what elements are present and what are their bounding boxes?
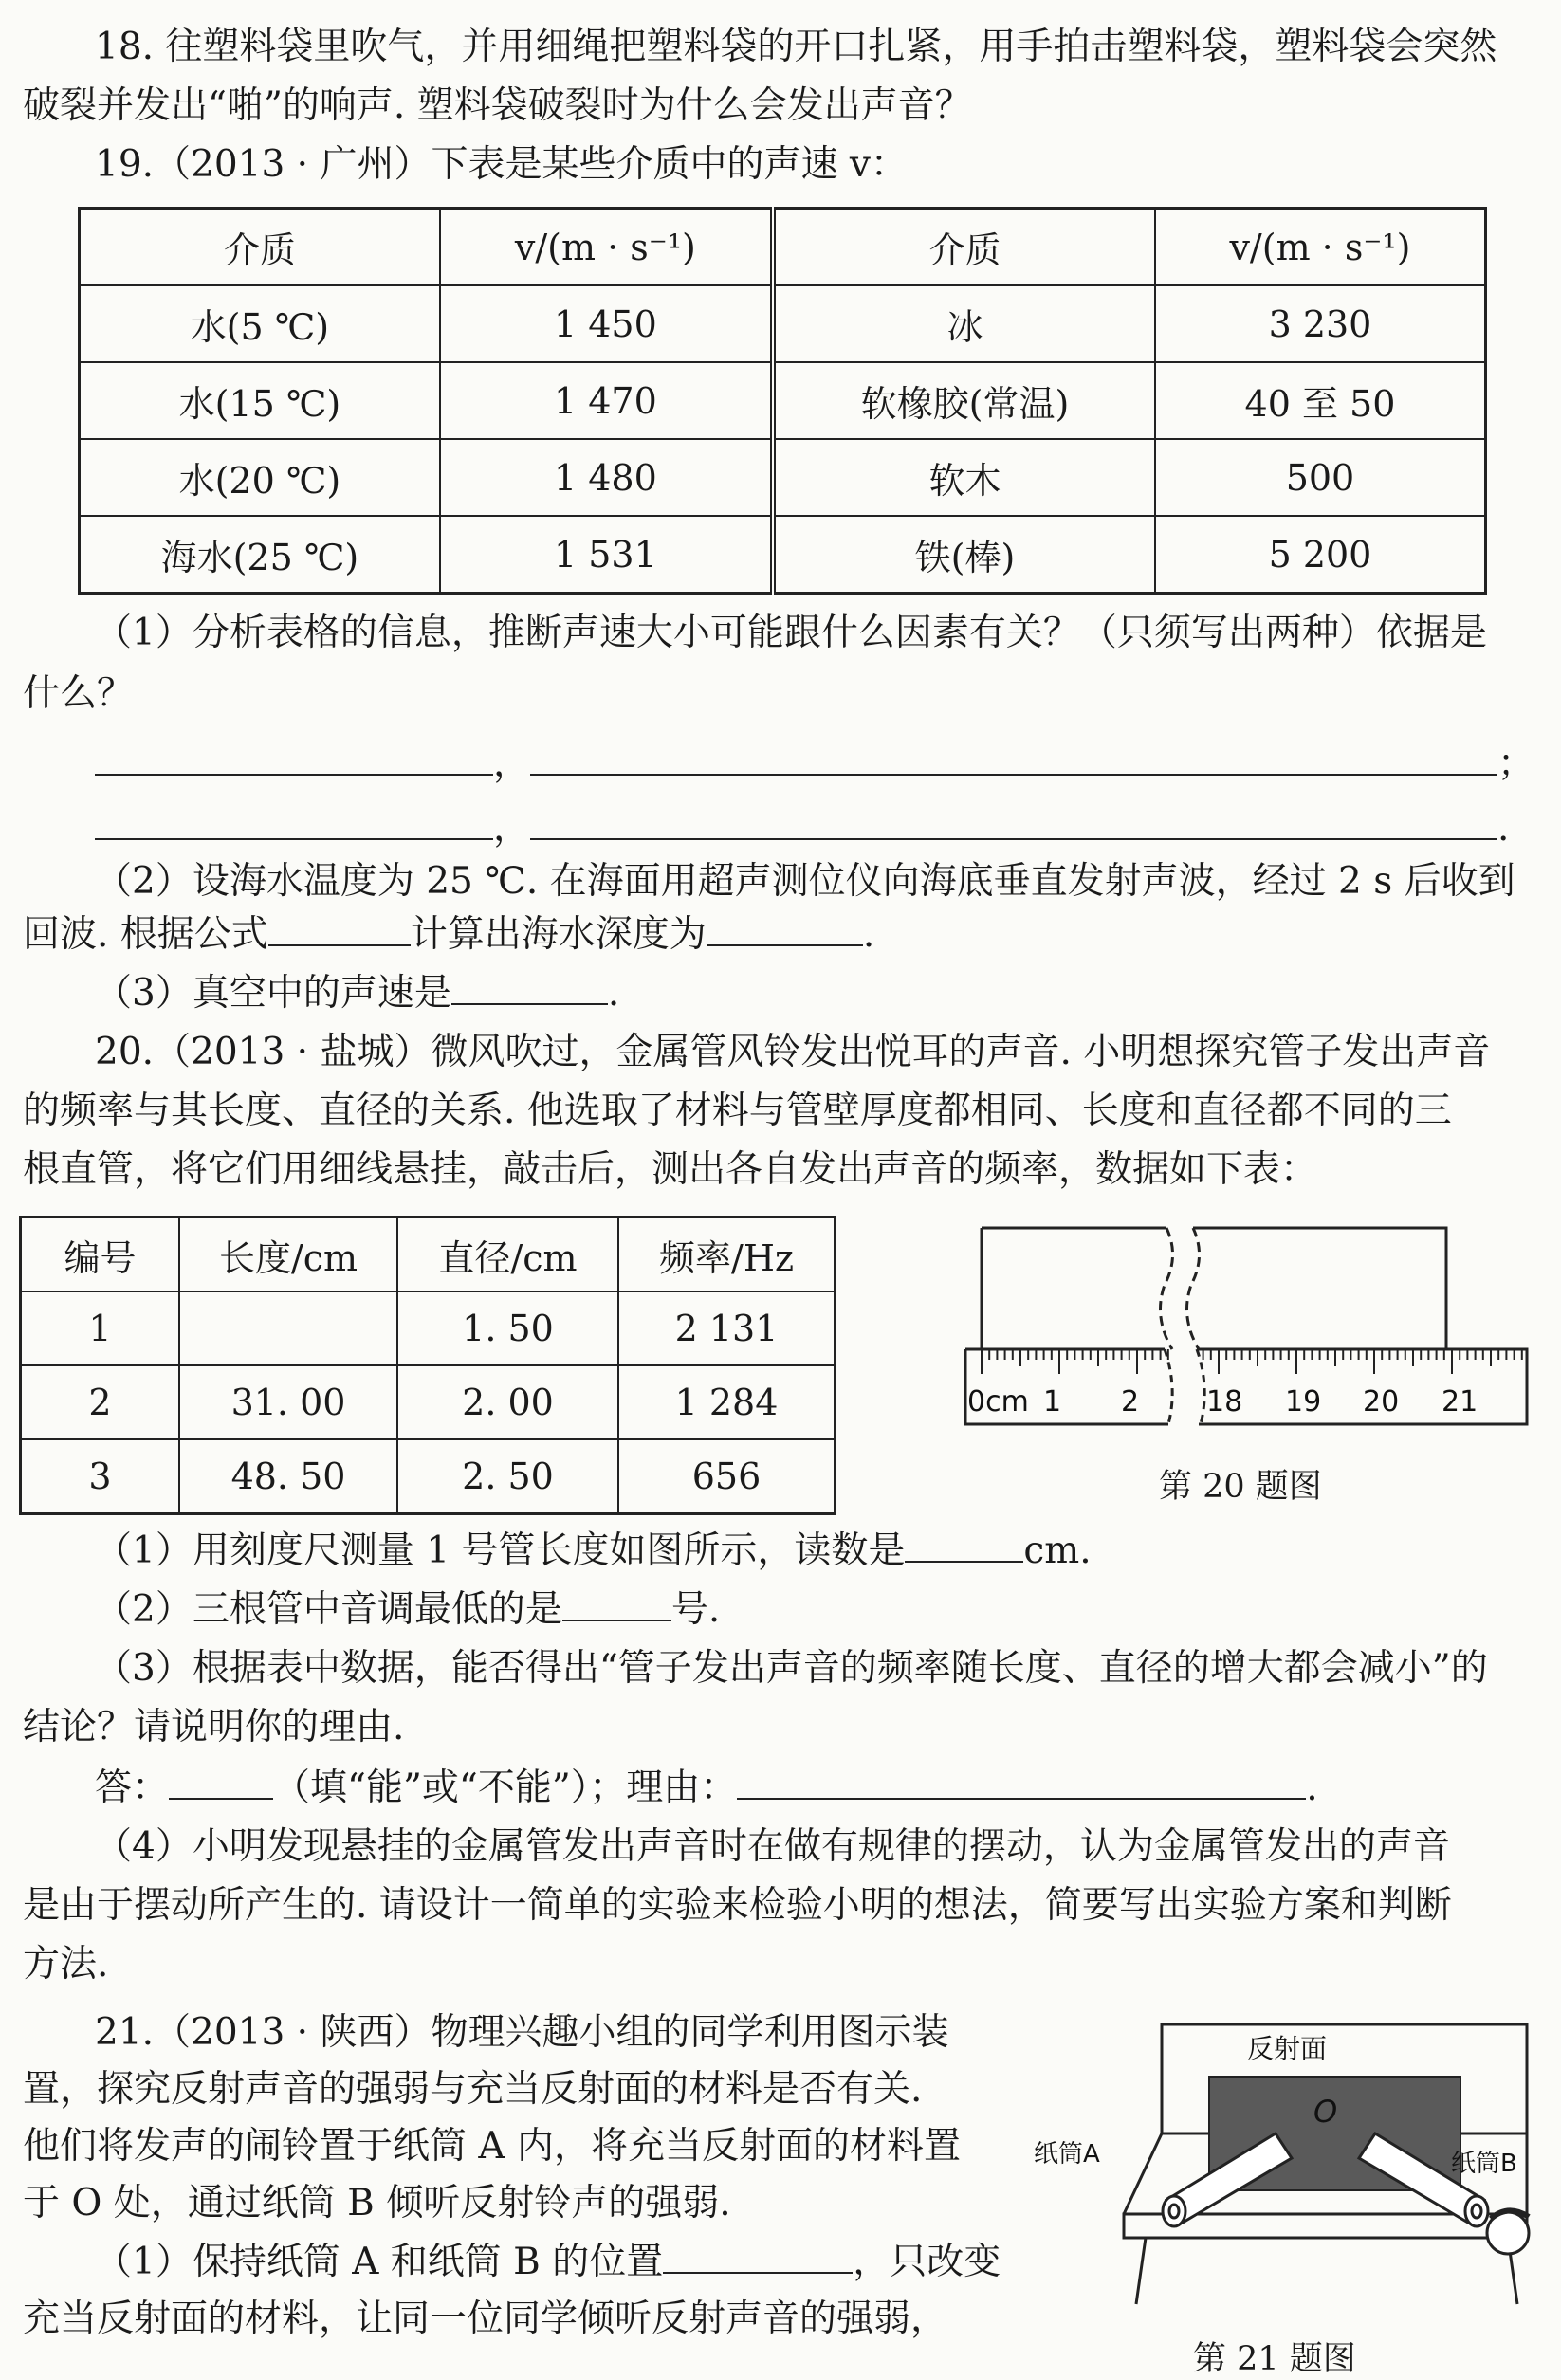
q19-part1-line1: （1）分析表格的信息，推断声速大小可能跟什么因素有关？（只须写出两种）依据是: [95, 612, 1487, 654]
q21-line3: 他们将发声的闹铃置于纸筒 A 内，将充当反射面的材料置: [23, 2125, 961, 2168]
table-cell: 2 131: [618, 1291, 836, 1365]
header-cell: v/(m · s⁻¹): [1155, 209, 1486, 286]
q18-line2: 破裂并发出“啪”的响声. 塑料袋破裂时为什么会发出声音？: [23, 84, 972, 127]
header-cell: 频率/Hz: [618, 1217, 836, 1292]
table-row: [21, 1365, 836, 1439]
table-row: [21, 1439, 836, 1514]
formula-blank[interactable]: [268, 912, 411, 946]
table-cell: 1. 50: [397, 1291, 618, 1365]
table-cell: 软木: [773, 439, 1155, 516]
header-cell: 直径/cm: [397, 1217, 618, 1292]
q19-answer-line1: [95, 740, 1534, 789]
period: .: [1497, 807, 1510, 850]
ruler-label: 19: [1285, 1385, 1322, 1419]
q19-part2-line1: （2）设海水温度为 25 ℃. 在海面用超声测位仪向海底垂直发射声波，经过 2 s 后收到: [95, 860, 1515, 903]
answer-blank[interactable]: [95, 741, 493, 776]
q20-part2: （2）三根管中音调最低的是 号.: [95, 1588, 721, 1631]
q19-part3: （3）真空中的声速是 .: [95, 972, 620, 1015]
q20-figure-caption: 第 20 题图: [1159, 1468, 1322, 1506]
header-cell: 编号: [21, 1217, 180, 1292]
answer-blank[interactable]: [530, 741, 1497, 776]
q20-pipe-table: [19, 1216, 836, 1515]
q20-part1: （1）用刻度尺测量 1 号管长度如图所示，读数是 cm.: [95, 1529, 1092, 1572]
table-cell: 1 284: [618, 1365, 836, 1439]
table-cell: 软橡胶(常温): [773, 362, 1155, 439]
table-cell: 冰: [773, 285, 1155, 362]
q19-sound-speed-table: [78, 207, 1487, 595]
answer-blank[interactable]: [95, 806, 493, 840]
q21-figure-caption: 第 21 题图: [1193, 2340, 1356, 2378]
answer-blank[interactable]: [530, 806, 1497, 840]
table-cell: 40 至 50: [1155, 362, 1486, 439]
q21-reflection-figure: [1034, 2020, 1546, 2323]
table-row: [80, 439, 1486, 516]
q21-line1: 21.（2013 · 陕西）物理兴趣小组的同学利用图示装: [95, 2011, 949, 2054]
ruler-label: 1: [1043, 1385, 1062, 1419]
ruler-label: 20: [1363, 1385, 1400, 1419]
tube-b-label: 纸筒B: [1451, 2150, 1517, 2178]
lowest-pitch-blank[interactable]: [562, 1587, 671, 1621]
table-row: [80, 516, 1486, 594]
q20-answer-line: 答： （填“能”或“不能”）；理由： .: [95, 1767, 1318, 1809]
table-cell: 2: [21, 1365, 180, 1439]
table-cell: 1 531: [440, 516, 773, 594]
vacuum-speed-blank[interactable]: [451, 971, 608, 1005]
position-blank[interactable]: [663, 2240, 853, 2274]
length-reading-blank[interactable]: [905, 1529, 1023, 1563]
table-header-row: [21, 1217, 836, 1292]
table-cell: 水(20 ℃): [80, 439, 440, 516]
can-or-cannot-blank[interactable]: [169, 1766, 273, 1800]
comma: ，: [493, 742, 531, 785]
table-cell: 水(5 ℃): [80, 285, 440, 362]
header-cell: 介质: [773, 209, 1155, 286]
q21-part1-line1: （1）保持纸筒 A 和纸筒 B 的位置 ，只改变: [95, 2241, 1001, 2283]
table-header-row: [80, 209, 1486, 286]
table-cell: 3: [21, 1439, 180, 1514]
q19-title: 19.（2013 · 广州）下表是某些介质中的声速 v：: [95, 143, 908, 186]
semicolon: ；: [1497, 742, 1535, 785]
q18-line1: 18. 往塑料袋里吹气，并用细绳把塑料袋的开口扎紧，用手拍击塑料袋，塑料袋会突然: [95, 26, 1497, 68]
table-cell: 1 450: [440, 285, 773, 362]
table-cell: 海水(25 ℃): [80, 516, 440, 594]
q20-part3-line2: 结论？请说明你的理由.: [23, 1706, 405, 1748]
q20-part4-line2: 是由于摆动所产生的. 请设计一简单的实验来检验小明的想法，简要写出实验方案和判断: [23, 1884, 1452, 1927]
table-cell: 3 230: [1155, 285, 1486, 362]
reason-blank[interactable]: [737, 1766, 1306, 1800]
tube-a-label: 纸筒A: [1034, 2140, 1100, 2169]
listener-head: [1487, 2210, 1529, 2254]
header-cell: v/(m · s⁻¹): [440, 209, 773, 286]
header-cell: 介质: [80, 209, 440, 286]
table-cell: 31. 00: [179, 1365, 397, 1439]
ruler-label: 21: [1442, 1385, 1478, 1419]
q20-line3: 根直管，将它们用细线悬挂，敲击后，测出各自发出声音的频率，数据如下表：: [23, 1148, 1318, 1191]
table-cell: 铁(棒): [773, 516, 1155, 594]
q19-part2-line2: 回波. 根据公式 计算出海水深度为 .: [23, 913, 875, 956]
comma: ，: [493, 807, 531, 850]
ruler-label: 18: [1206, 1385, 1243, 1419]
table-cell: 5 200: [1155, 516, 1486, 594]
reflector-label: 反射面: [1247, 2033, 1328, 2064]
header-cell: 长度/cm: [179, 1217, 397, 1292]
table-cell: 2. 00: [397, 1365, 618, 1439]
table-row: [21, 1291, 836, 1365]
table-cell: 656: [618, 1439, 836, 1514]
q21-part1-line2: 充当反射面的材料，让同一位同学倾听反射声音的强弱，: [23, 2298, 948, 2340]
table-cell: 2. 50: [397, 1439, 618, 1514]
q19-part1-line2: 什么？: [23, 672, 135, 715]
table-cell: 1: [21, 1291, 180, 1365]
table-cell: [179, 1291, 397, 1365]
point-o-label: O: [1313, 2094, 1338, 2130]
q20-part4-line3: 方法.: [23, 1943, 109, 1986]
q19-answer-line2: [95, 804, 1509, 853]
q21-line2: 置，探究反射声音的强弱与充当反射面的材料是否有关.: [23, 2068, 923, 2111]
table-cell: 1 480: [440, 439, 773, 516]
table-cell: 水(15 ℃): [80, 362, 440, 439]
table-cell: 500: [1155, 439, 1486, 516]
table-cell: 1 470: [440, 362, 773, 439]
depth-blank[interactable]: [707, 912, 863, 946]
q20-ruler-figure: [958, 1223, 1546, 1441]
pipe-outline: [982, 1228, 1446, 1349]
ruler-label: 0cm: [967, 1385, 1029, 1419]
q21-line4: 于 O 处，通过纸筒 B 倾听反射铃声的强弱.: [23, 2182, 731, 2224]
q20-part4-line1: （4）小明发现悬挂的金属管发出声音时在做有规律的摆动，认为金属管发出的声音: [95, 1825, 1450, 1868]
table-cell: 48. 50: [179, 1439, 397, 1514]
q20-part3-line1: （3）根据表中数据，能否得出“管子发出声音的频率随长度、直径的增大都会减小”的: [95, 1647, 1488, 1690]
table-row: [80, 362, 1486, 439]
q20-line1: 20.（2013 · 盐城）微风吹过，金属管风铃发出悦耳的声音. 小明想探究管子发出声音: [95, 1031, 1491, 1073]
ruler-label: 2: [1121, 1385, 1140, 1419]
q20-line2: 的频率与其长度、直径的关系. 他选取了材料与管壁厚度都相同、长度和直径都不同的三: [23, 1089, 1452, 1132]
table-row: [80, 285, 1486, 362]
